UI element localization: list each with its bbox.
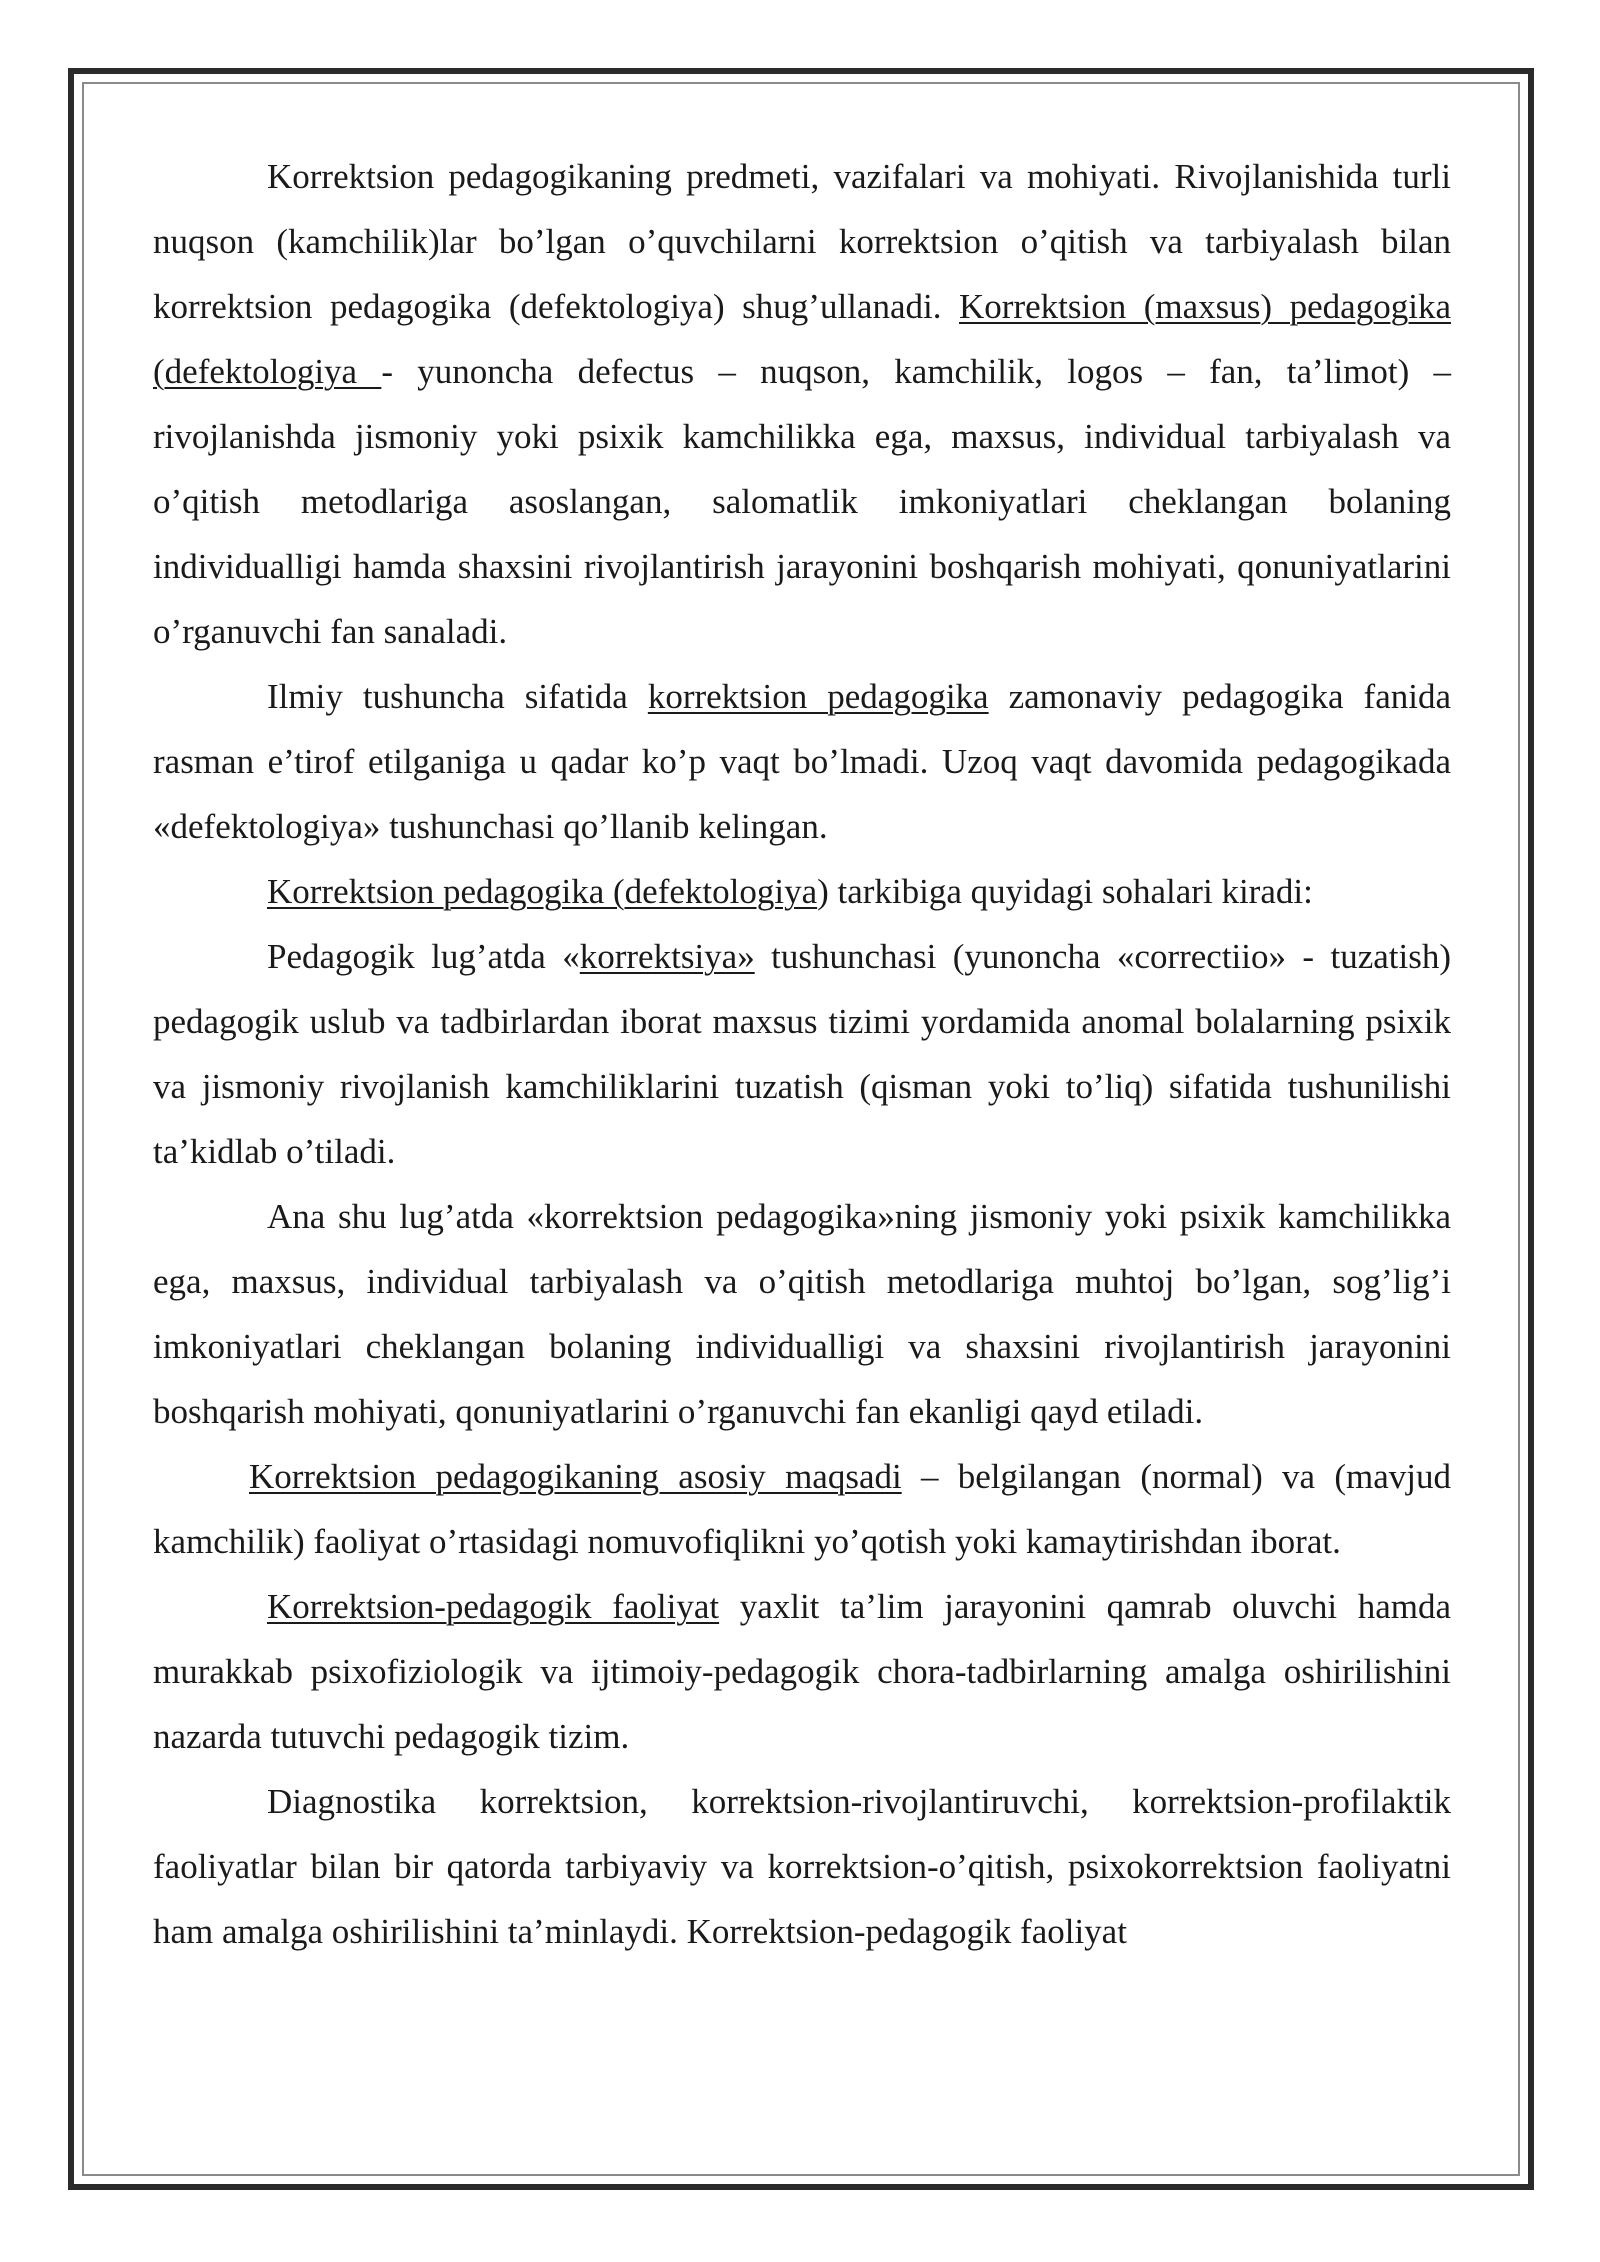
- text-segment: Pedagogik lug’atda «: [267, 937, 580, 976]
- paragraph-1: [153, 144, 1451, 664]
- underlined-term: Korrektsion pedagogika (defektologiya: [267, 872, 818, 911]
- text-segment: Diagnostika korrektsion, korrektsion-rivojlantiruvchi, korrektsion-profilaktik faoliyatlar bilan bir qatorda tarbiyaviy va korrektsion-o’qitish, psixokorrektsion faoliyatni ham amalga oshirilishini ta’minlaydi. Korrektsion-pedagogik faoliyat: [153, 1782, 1451, 1951]
- text-segment: zamonaviy pedagogika fanida rasman e’tirof etilganiga u qadar ko’p vaqt bo’lmadi. Uzoq vaqt davomida pedagogikada «defektologiya» tushunchasi qo’llanib kelingan.: [153, 677, 1451, 846]
- paragraph-5: [153, 1184, 1451, 1444]
- text-segment: tushunchasi (yunoncha «correctiio» - tuzatish) pedagogik uslub va tadbirlardan iborat maxsus tizimi yordamida anomal bolalarning psixik va jismoniy rivojlanish kamchiliklarini tuzatish (qisman yoki to’liq) sifatida tushunilishi ta’kidlab o’tiladi.: [153, 937, 1451, 1171]
- text-segment: ) tarkibiga quyidagi sohalari kiradi:: [817, 872, 1313, 911]
- paragraph-8: [153, 1769, 1451, 1964]
- underlined-term: Korrektsion pedagogikaning asosiy maqsadi: [249, 1457, 902, 1496]
- underlined-term: korrektsion pedagogika: [647, 677, 989, 716]
- paragraph-6: [153, 1444, 1451, 1574]
- text-segment: yaxlit ta’lim jarayonini qamrab oluvchi hamda murakkab psixofiziologik va ijtimoiy-pedagogik chora-tadbirlarning amalga oshirilishini nazarda tutuvchi pedagogik tizim.: [153, 1587, 1451, 1756]
- underlined-term: Korrektsion (maxsus) pedagogika (defektologiya: [153, 287, 1451, 391]
- text-segment: – belgilangan (normal) va (mavjud kamchilik) faoliyat o’rtasidagi nomuvofiqlikni yo’qotish yoki kamaytirishdan iborat.: [153, 1457, 1451, 1561]
- text-segment: Ilmiy tushuncha sifatida: [267, 677, 648, 716]
- text-segment: Korrektsion pedagogikaning predmeti, vazifalari va mohiyati. Rivojlanishida turli nuqson (kamchilik)lar bo’lgan o’quvchilarni korrektsion o’qitish va tarbiyalash bilan korrektsion pedagogika (defektologiya) shug’ullanadi.: [153, 157, 1451, 326]
- document-body: [153, 144, 1451, 1964]
- paragraph-4: [153, 924, 1451, 1184]
- underlined-term: Korrektsion-pedagogik faoliyat: [267, 1587, 720, 1626]
- text-segment: - yunoncha defectus – nuqson, kamchilik, logos – fan, ta’limot) – rivojlanishda jismoniy yoki psixik kamchilikka ega, maxsus, individual tarbiyalash va o’qitish metodlariga asoslangan, salomatlik imkoniyatlari cheklangan bolaning individualligi hamda shaxsini rivojlantirish jarayonini boshqarish mohiyati, qonuniyatlarini o’rganuvchi fan sanaladi.: [153, 352, 1451, 651]
- paragraph-3: [153, 859, 1451, 924]
- paragraph-7: [153, 1574, 1451, 1769]
- text-segment: Ana shu lug’atda «korrektsion pedagogika»ning jismoniy yoki psixik kamchilikka ega, maxsus, individual tarbiyalash va o’qitish metodlariga muhtoj bo’lgan, sog’lig’i imkoniyatlari cheklangan bolaning individualligi va shaxsini rivojlantirish jarayonini boshqarish mohiyati, qonuniyatlarini o’rganuvchi fan ekanligi qayd etiladi.: [153, 1197, 1451, 1431]
- underlined-term: korrektsiya»: [579, 937, 755, 976]
- paragraph-2: [153, 664, 1451, 859]
